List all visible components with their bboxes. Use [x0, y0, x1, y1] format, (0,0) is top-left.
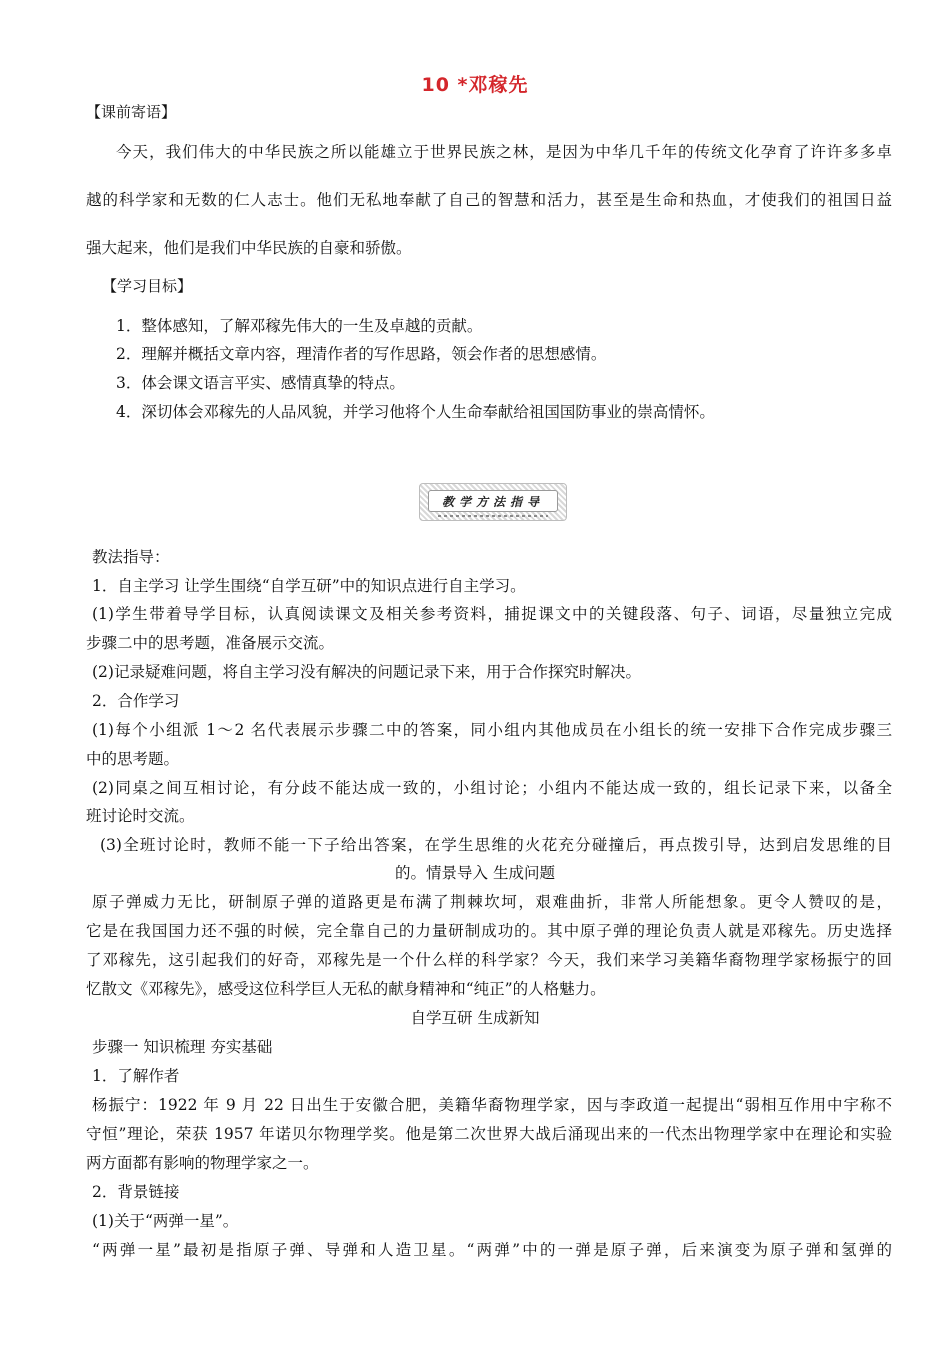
intro-para-line-2: 它是在我国国力还不强的时候，完全靠自己的力量研制成功的。其中原子弹的理论负责人就是邓稼先。历史选择	[86, 922, 892, 940]
self-study-step-1: (1)学生带着导学目标，认真阅读课文及相关参考资料，捕捉课文中的关键段落、句子、词语，尽量独立完成	[92, 605, 892, 623]
goal-item-2: 2．理解并概括文章内容，理清作者的写作思路，领会作者的思想感情。	[116, 345, 607, 363]
cooperative-step-2-cont: 班讨论时交流。	[86, 807, 195, 825]
self-study-step-1-cont: 步骤二中的思考题，准备展示交流。	[86, 634, 335, 652]
goals-heading: 【学习目标】	[102, 277, 193, 295]
goal-item-3: 3．体会课文语言平实、感情真挚的特点。	[116, 374, 405, 392]
self-study-item: 1．自主学习 让学生围绕“自学互研”中的知识点进行自主学习。	[92, 577, 526, 595]
two-bombs-heading: (1)关于“两弹一星”。	[92, 1212, 239, 1230]
about-author-heading: 1．了解作者	[92, 1067, 180, 1085]
background-heading: 2．背景链接	[92, 1183, 180, 1201]
author-line-1: 杨振宁：1922 年 9 月 22 日出生于安徽合肥，美籍华裔物理学家，因与李政道一起提出“弱相互作用中宇称不	[92, 1096, 892, 1114]
intro-para-line-3: 了邓稼先，这引起我们的好奇，邓稼先是一个什么样的科学家？今天，我们来学习美籍华裔物理学家杨振宁的回	[86, 951, 892, 969]
goal-item-1: 1．整体感知，了解邓稼先伟大的一生及卓越的贡献。	[116, 317, 483, 335]
cooperative-study-item: 2．合作学习	[92, 692, 180, 710]
pre-class-line-1: 今天，我们伟大的中华民族之所以能雄立于世界民族之林，是因为中华几千年的传统文化孕育了许许多多卓	[116, 143, 892, 161]
author-line-3: 两方面都有影响的物理学家之一。	[86, 1154, 319, 1172]
cooperative-step-1-cont: 中的思考题。	[86, 750, 180, 768]
method-heading: 教法指导：	[92, 548, 170, 566]
pre-class-line-3: 强大起来，他们是我们中华民族的自豪和骄傲。	[86, 239, 412, 257]
author-line-2: 守恒”理论，荣获 1957 年诺贝尔物理学奖。他是第二次世界大战后涌现出来的一代杰出物理学家中在理论和实验	[86, 1125, 892, 1143]
lesson-title: 10 *邓稼先	[421, 74, 529, 96]
pre-class-heading: 【课前寄语】	[86, 103, 177, 121]
banner-label: 教学方法指导	[441, 494, 544, 509]
step-one-heading: 步骤一 知识梳理 夯实基础	[92, 1038, 273, 1056]
intro-para-line-4: 忆散文《邓稼先》，感受这位科学巨人无私的献身精神和“纯正”的人格魅力。	[86, 980, 606, 998]
scene-intro-heading: 的。情景导入 生成问题	[395, 864, 555, 882]
cooperative-step-1: (1)每个小组派 1～2 名代表展示步骤二中的答案，同小组内其他成员在小组长的统一安排下合作完成步骤三	[92, 721, 892, 739]
cooperative-step-2: (2)同桌之间互相讨论，有分歧不能达成一致的，小组讨论；小组内不能达成一致的，组长记录下来，以备全	[92, 779, 892, 797]
banner-frame	[428, 490, 558, 512]
self-study-research-heading: 自学互研 生成新知	[410, 1009, 540, 1027]
teaching-method-banner	[419, 483, 567, 521]
self-study-step-2: (2)记录疑难问题，将自主学习没有解决的问题记录下来，用于合作探究时解决。	[92, 663, 641, 681]
pre-class-line-2: 越的科学家和无数的仁人志士。他们无私地奉献了自己的智慧和活力，甚至是生命和热血，才使我们的祖国日益	[86, 191, 892, 209]
two-bombs-line-1: “两弹一星”最初是指原子弹、导弹和人造卫星。“两弹”中的一弹是原子弹，后来演变为原子弹和氢弹的	[92, 1241, 892, 1259]
banner-decoration	[438, 515, 548, 517]
cooperative-step-3: (3)全班讨论时，教师不能一下子给出答案，在学生思维的火花充分碰撞后，再点拨引导，达到启发思维的目	[100, 836, 892, 854]
goal-item-4: 4．深切体会邓稼先的人品风貌，并学习他将个人生命奉献给祖国国防事业的崇高情怀。	[116, 403, 715, 421]
intro-para-line-1: 原子弹威力无比，研制原子弹的道路更是布满了荆棘坎坷，艰难曲折，非常人所能想象。更令人赞叹的是，	[92, 893, 892, 911]
